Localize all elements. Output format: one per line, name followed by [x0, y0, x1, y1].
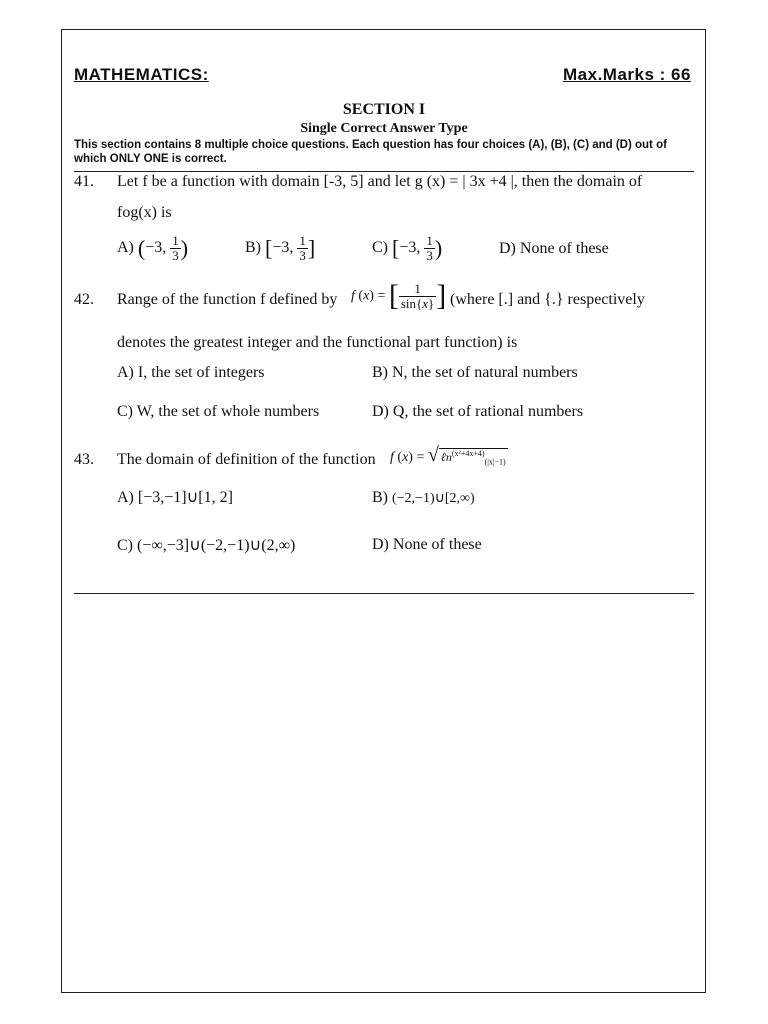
section-instructions: This section contains 8 multiple choice questions. Each question has four choices (A), (B), (C) and (D) out of which ONLY ONE is correct. — [74, 139, 667, 165]
section-subtitle: Single Correct Answer Type — [300, 121, 468, 136]
q41-option-d-label: D) — [499, 240, 516, 257]
q41-number: 41. — [74, 173, 94, 190]
q43-option-d — [372, 536, 482, 554]
q41-option-a-label: A) — [117, 239, 134, 257]
q41-option-c — [372, 234, 442, 263]
q42-option-a-label: A) — [117, 364, 134, 381]
q42-option-b-value: N, the set of natural numbers — [392, 364, 578, 381]
max-marks: Max.Marks : 66 — [563, 65, 691, 84]
q42-option-b-label: B) — [372, 364, 388, 381]
q41-option-b-label: B) — [245, 239, 261, 257]
q42-option-a — [117, 364, 265, 382]
q43-number: 43. — [74, 451, 94, 468]
subject-title: MATHEMATICS: — [74, 65, 209, 84]
q43-option-c-label: C) — [117, 537, 133, 554]
q41-option-c-label: C) — [372, 239, 388, 257]
q43-text-before: The domain of definition of the function — [117, 451, 376, 468]
end-divider — [74, 593, 694, 594]
q43-option-c-value: (−∞,−3]∪(−2,−1)∪(2,∞) — [137, 537, 296, 554]
q43-option-a — [117, 487, 233, 507]
q42-option-c — [117, 403, 319, 421]
q41-option-d — [499, 240, 609, 258]
q41-option-a — [117, 234, 188, 263]
q42-option-d-value: Q, the set of rational numbers — [392, 403, 584, 420]
q42-option-d — [372, 403, 583, 421]
q43-option-d-label: D) — [372, 536, 389, 553]
q43-formula: f (x) = √ ℓn$^{(x^2+4x+4)}_{(|x|-1)}$ — [390, 444, 506, 467]
q41-option-d-value: None of these — [519, 240, 609, 257]
q41-option-a-value: (−3, $\frac{1}{3}$ ) — [137, 233, 189, 263]
q42-text-after: (where [.] and {.} respectively — [450, 291, 645, 308]
q43-option-b — [372, 489, 475, 507]
q42-option-c-label: C) — [117, 403, 133, 420]
q42-text-line2: denotes the greatest integer and the functional part function) is — [117, 334, 518, 351]
q41-option-b — [245, 234, 315, 263]
q43-option-b-value: (−2,−1)∪[2,∞) — [392, 491, 475, 506]
q42-option-a-value: I, the set of integers — [137, 364, 265, 381]
q42-text-before: Range of the function f defined by — [117, 291, 338, 308]
q42-option-c-value: W, the set of whole numbers — [136, 403, 320, 420]
q42-option-d-label: D) — [372, 403, 389, 420]
q42-number: 42. — [74, 291, 94, 308]
q41-option-b-value: [−3, $\frac{1}{3}$ ] — [265, 233, 316, 263]
q43-option-a-value: [−3,−1]∪[1, 2] — [137, 489, 233, 506]
section-title: SECTION I — [342, 101, 426, 118]
q43-option-d-value: None of these — [392, 536, 482, 553]
q43-option-a-label: A) — [117, 489, 134, 506]
q43-option-b-label: B) — [372, 489, 388, 506]
q42-option-b — [372, 364, 578, 382]
q41-text-line2: fog(x) is — [117, 204, 172, 221]
q41-option-c-value: [−3, $\frac{1}{3}$ ) — [392, 233, 443, 263]
q43-option-c — [117, 535, 295, 555]
q41-text-line1: Let f be a function with domain [-3, 5] and let g (x) = | 3x +4 |, then the domain of — [117, 173, 643, 190]
q42-formula: f (x) = [ $\frac{1}{\sin\{x\}}$ ] — [351, 279, 447, 312]
section-divider — [74, 171, 694, 172]
